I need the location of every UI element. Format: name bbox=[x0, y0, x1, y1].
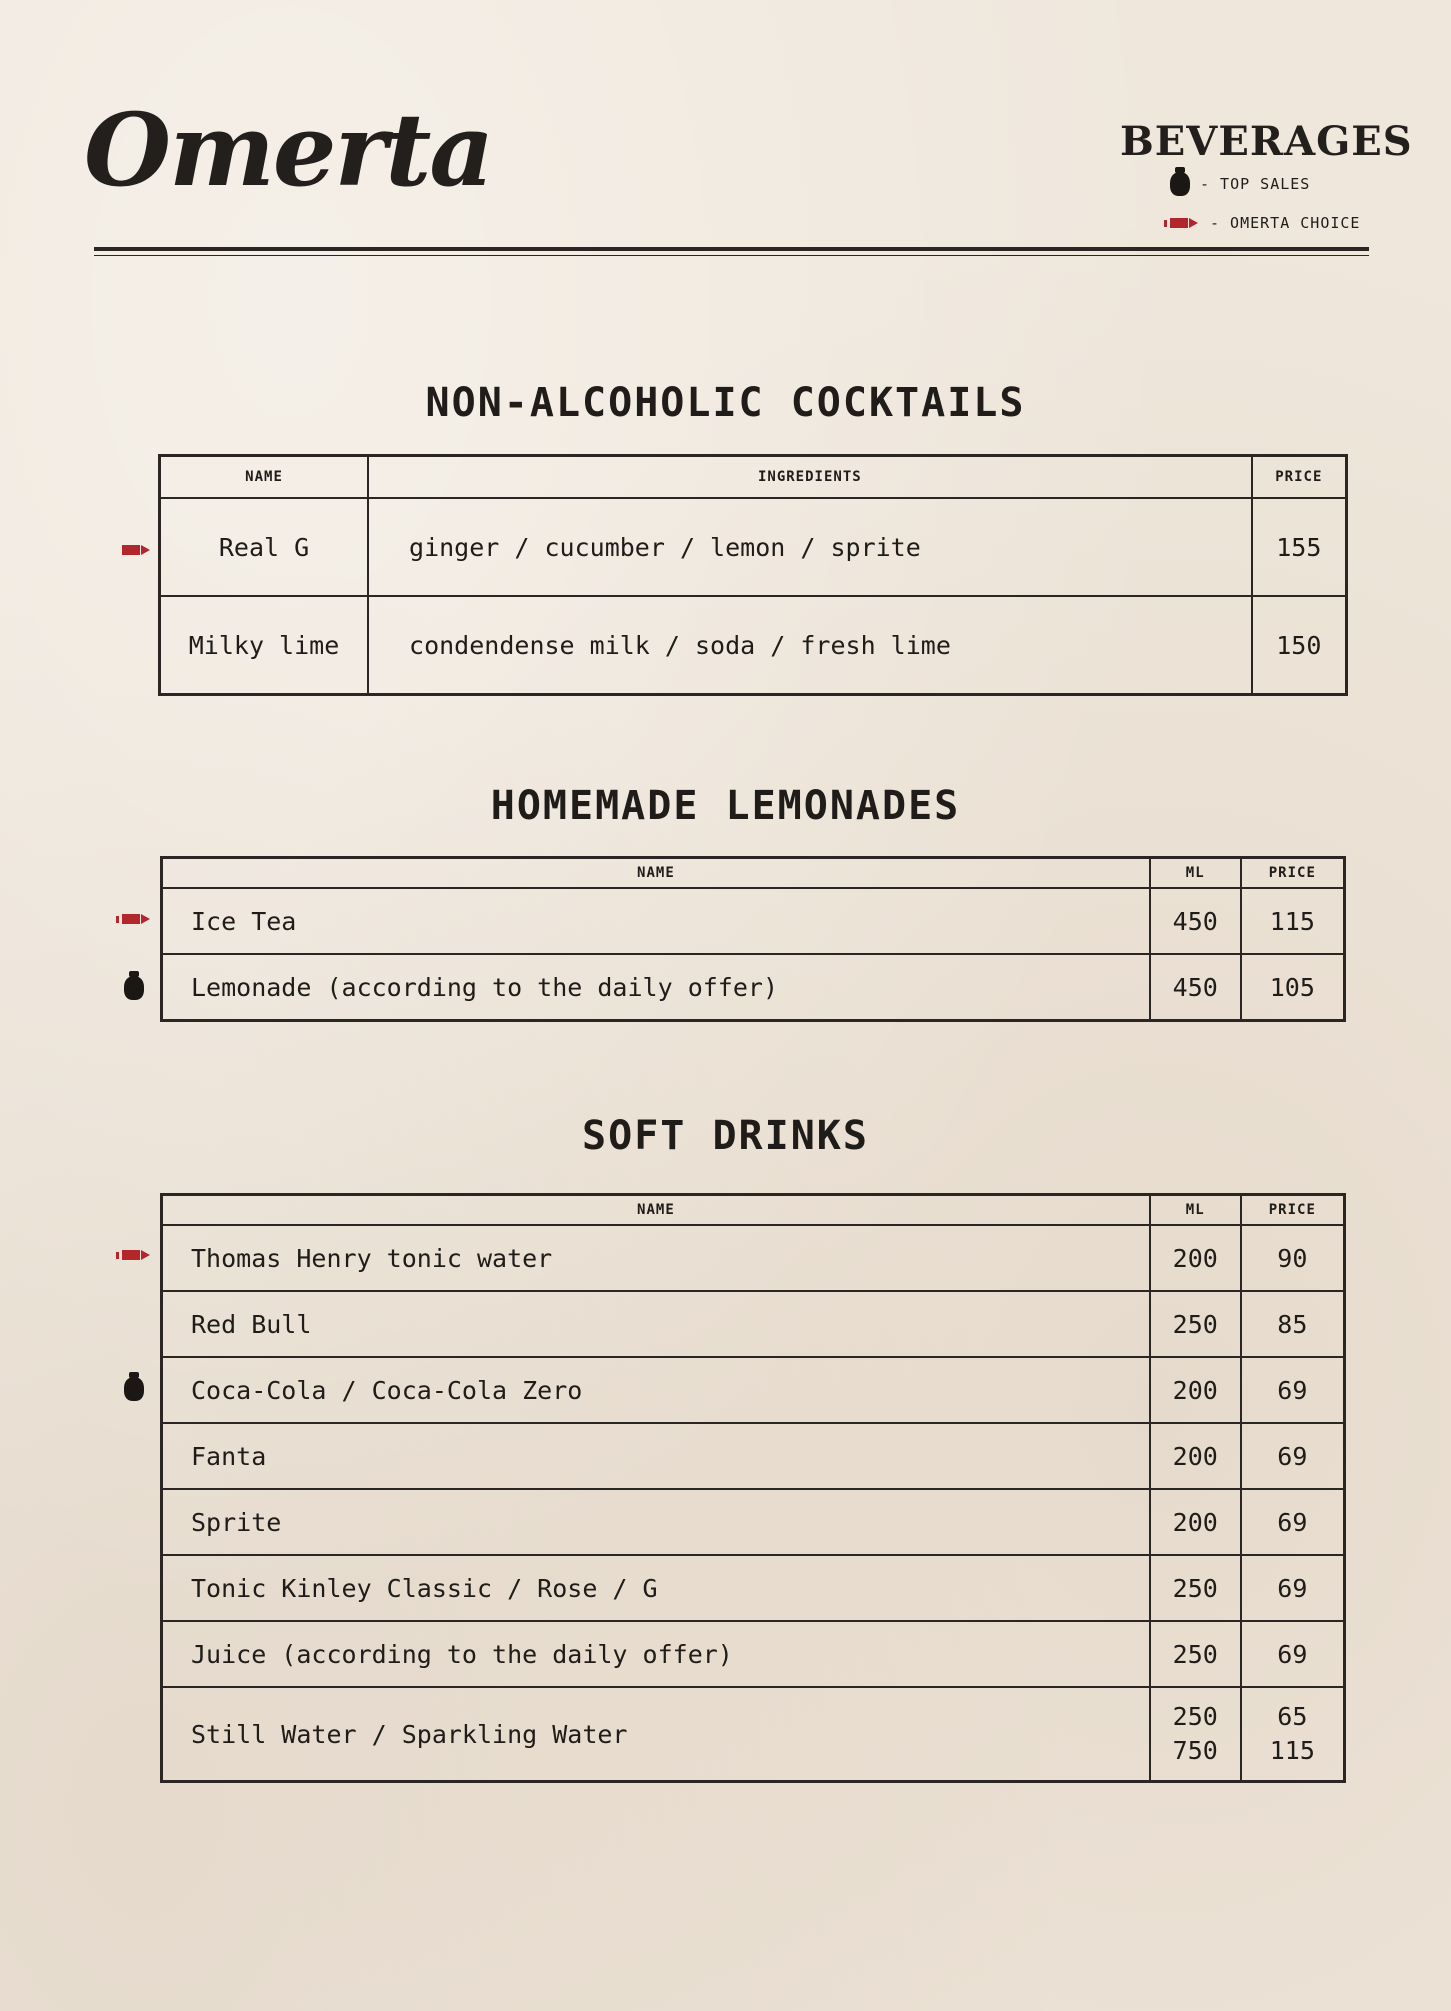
drink-price bbox=[1241, 1687, 1345, 1782]
section-title-soft-drinks: SOFT DRINKS bbox=[582, 1113, 869, 1159]
drink-name: Ice Tea bbox=[162, 888, 1150, 954]
drink-volume bbox=[1150, 1687, 1241, 1782]
section-title-non-alcoholic: NON-ALCOHOLIC COCKTAILS bbox=[425, 380, 1026, 426]
drink-price: 105 bbox=[1241, 954, 1345, 1021]
logo: Omerta bbox=[84, 91, 493, 209]
column-header-name: NAME bbox=[162, 1195, 1150, 1226]
drink-price: 69 bbox=[1241, 1489, 1345, 1555]
column-header-name: NAME bbox=[160, 456, 369, 499]
table-row bbox=[162, 1687, 1345, 1782]
drink-price: 85 bbox=[1241, 1291, 1345, 1357]
table-row bbox=[160, 498, 1347, 596]
drink-name: Still Water / Sparkling Water bbox=[162, 1687, 1150, 1782]
drink-price: 69 bbox=[1241, 1357, 1345, 1423]
drink-name: Tonic Kinley Classic / Rose / G bbox=[162, 1555, 1150, 1621]
bullet-icon bbox=[116, 1246, 152, 1265]
header-divider bbox=[94, 247, 1369, 251]
table-row bbox=[162, 1489, 1345, 1555]
drink-volume: 250 bbox=[1150, 1555, 1241, 1621]
legend-top-sales bbox=[1170, 172, 1310, 196]
drink-price: 150 bbox=[1252, 596, 1347, 695]
drink-price: 115 bbox=[1241, 888, 1345, 954]
drink-volume: 250 bbox=[1150, 1291, 1241, 1357]
drink-ingredients: ginger / cucumber / lemon / sprite bbox=[368, 498, 1252, 596]
drink-name: Red Bull bbox=[162, 1291, 1150, 1357]
bullet-icon bbox=[122, 541, 158, 560]
drink-name: Fanta bbox=[162, 1423, 1150, 1489]
table-row bbox=[162, 1423, 1345, 1489]
drink-price: 90 bbox=[1241, 1225, 1345, 1291]
table-row bbox=[162, 888, 1345, 954]
lemonades-table bbox=[160, 856, 1346, 1022]
drink-price: 155 bbox=[1252, 498, 1347, 596]
pot-icon bbox=[124, 1377, 144, 1405]
legend-label: - TOP SALES bbox=[1200, 175, 1311, 193]
price-small: 65 bbox=[1277, 1702, 1308, 1731]
volume-large: 750 bbox=[1172, 1736, 1218, 1765]
drink-volume: 250 bbox=[1150, 1621, 1241, 1687]
header-divider-thin bbox=[94, 255, 1369, 256]
drink-price: 69 bbox=[1241, 1423, 1345, 1489]
column-header-ingredients: INGREDIENTS bbox=[368, 456, 1252, 499]
price-large: 115 bbox=[1269, 1736, 1315, 1765]
column-header-price: PRICE bbox=[1241, 1195, 1345, 1226]
table-row bbox=[162, 1357, 1345, 1423]
column-header-price: PRICE bbox=[1241, 858, 1345, 889]
bullet-icon bbox=[1164, 217, 1200, 229]
drink-name: Thomas Henry tonic water bbox=[162, 1225, 1150, 1291]
drink-volume: 450 bbox=[1150, 954, 1241, 1021]
drink-price: 69 bbox=[1241, 1555, 1345, 1621]
drink-volume: 450 bbox=[1150, 888, 1241, 954]
legend-label: - OMERTA CHOICE bbox=[1210, 214, 1361, 232]
drink-ingredients: condendense milk / soda / fresh lime bbox=[368, 596, 1252, 695]
section-title-lemonades: HOMEMADE LEMONADES bbox=[490, 783, 961, 829]
drink-name: Coca-Cola / Coca-Cola Zero bbox=[162, 1357, 1150, 1423]
table-row bbox=[160, 596, 1347, 695]
menu-category-title: BEVERAGES bbox=[1120, 118, 1413, 165]
column-header-price: PRICE bbox=[1252, 456, 1347, 499]
table-row bbox=[162, 1225, 1345, 1291]
drink-name: Milky lime bbox=[160, 596, 369, 695]
drink-name: Real G bbox=[160, 498, 369, 596]
drink-volume: 200 bbox=[1150, 1225, 1241, 1291]
table-row bbox=[162, 1555, 1345, 1621]
column-header-ml: ML bbox=[1150, 858, 1241, 889]
table-row bbox=[162, 954, 1345, 1021]
drink-name: Lemonade (according to the daily offer) bbox=[162, 954, 1150, 1021]
soft-drinks-table bbox=[160, 1193, 1346, 1783]
table-header-row bbox=[160, 456, 1347, 499]
volume-small: 250 bbox=[1172, 1702, 1218, 1731]
drink-price: 69 bbox=[1241, 1621, 1345, 1687]
bullet-icon bbox=[116, 910, 152, 929]
table-header-row bbox=[162, 858, 1345, 889]
table-row bbox=[162, 1621, 1345, 1687]
table-header-row bbox=[162, 1195, 1345, 1226]
drink-volume: 200 bbox=[1150, 1357, 1241, 1423]
drink-name: Juice (according to the daily offer) bbox=[162, 1621, 1150, 1687]
column-header-ml: ML bbox=[1150, 1195, 1241, 1226]
table-row bbox=[162, 1291, 1345, 1357]
legend-omerta-choice bbox=[1164, 214, 1360, 232]
drink-name: Sprite bbox=[162, 1489, 1150, 1555]
column-header-name: NAME bbox=[162, 858, 1150, 889]
pot-icon bbox=[1170, 172, 1190, 196]
pot-icon bbox=[124, 976, 144, 1004]
drink-volume: 200 bbox=[1150, 1489, 1241, 1555]
drink-volume: 200 bbox=[1150, 1423, 1241, 1489]
non-alcoholic-table bbox=[158, 454, 1348, 696]
